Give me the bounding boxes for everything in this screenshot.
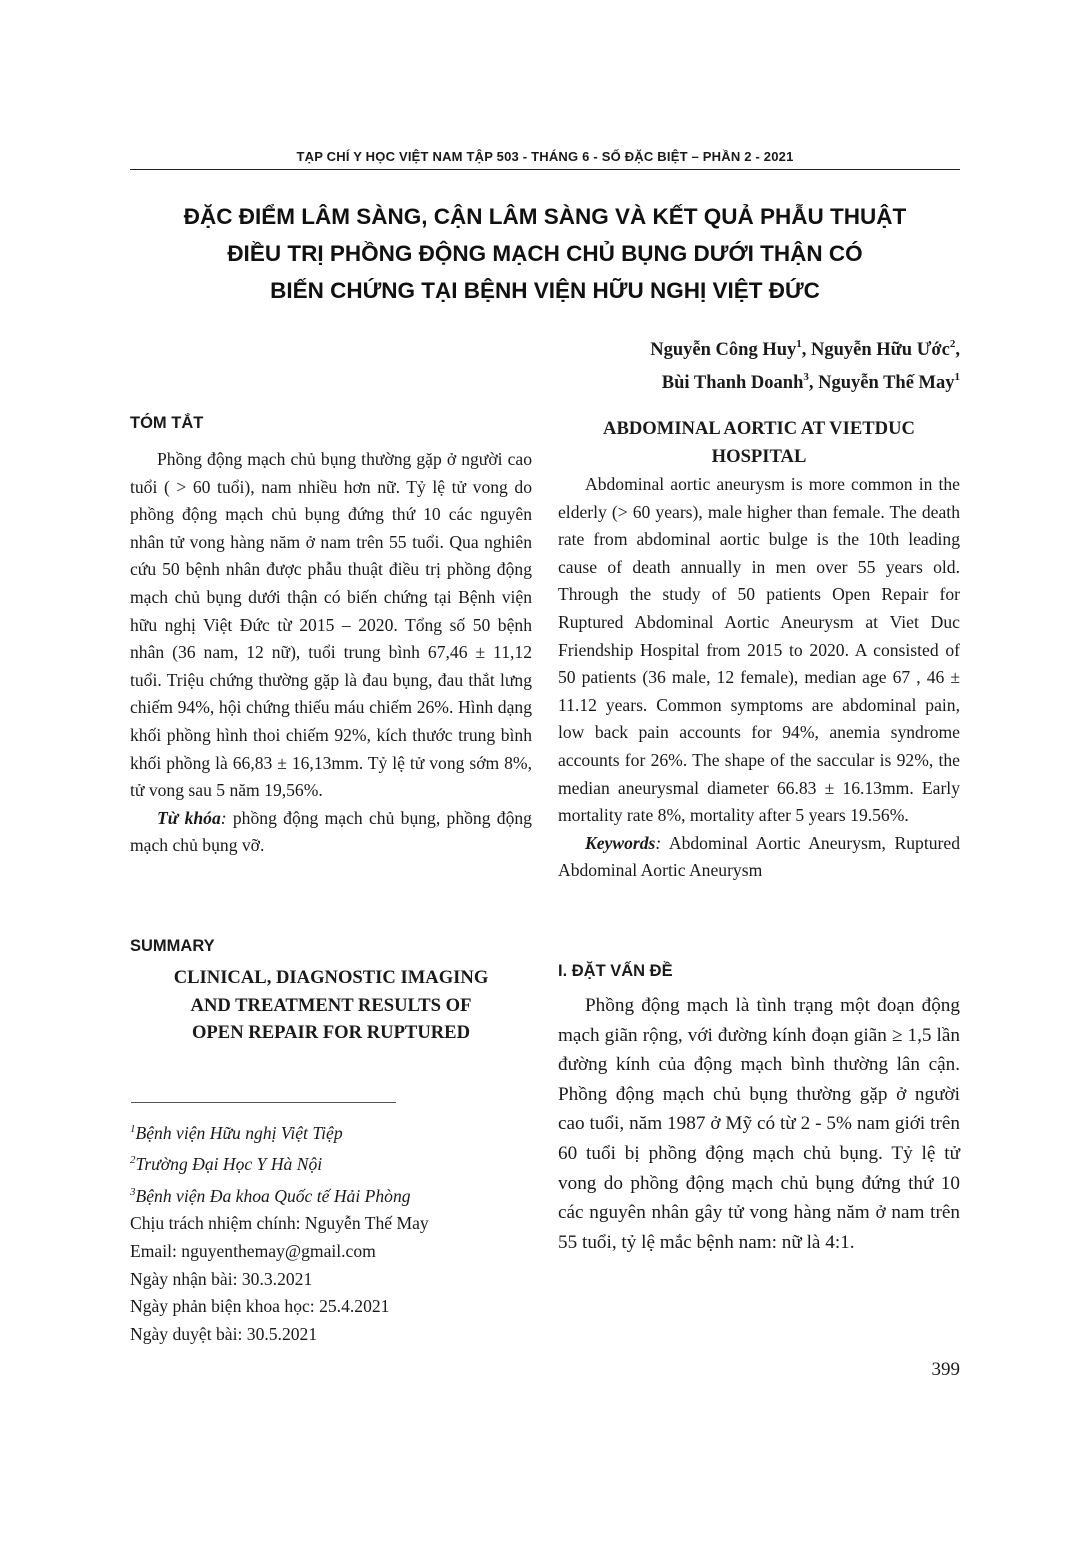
author-name: Nguyễn Hữu Ước xyxy=(811,340,950,361)
author-separator: , xyxy=(801,340,812,361)
footnote-mark: 1 xyxy=(130,1123,136,1135)
abstract-title xyxy=(558,415,960,470)
author-separator: , xyxy=(955,340,960,361)
affiliation-mark: 1 xyxy=(954,371,960,384)
footnote-divider xyxy=(131,1102,396,1103)
footnote-mark: 2 xyxy=(130,1154,136,1167)
keywords-label: Keywords xyxy=(585,832,656,853)
header-divider xyxy=(130,169,960,170)
summary-title-line: OPEN REPAIR FOR RUPTURED xyxy=(191,1022,471,1044)
author-line xyxy=(520,364,960,397)
intro-paragraph: Phồng động mạch là tình trạng một đoạn động mạch giãn rộng, với đường kính đoạn giãn ≥ 1,5 lần đường kính của động mạch bình thường lân cận. Phồng động mạch chủ bụng thường gặp ở người cao tuổi, năm 1987 ở Mỹ có từ 2 - 5% nam giới trên 60 tuổi bị phồng động mạch chủ bụng. Tỷ lệ tử vong do phồng động mạch chủ bụng đứng thứ 10 các nguyên nhân gây tử vong hàng năm ở nam trên 55 tuổi, tỷ lệ mắc bệnh nam: nữ là 4:1. xyxy=(558,995,960,1253)
summary-title-line: AND TREATMENT RESULTS OF xyxy=(190,994,472,1016)
title-line: BIẾN CHỨNG TẠI BỆNH VIỆN HỮU NGHỊ VIỆT ĐỨC xyxy=(270,278,820,303)
keywords-text: phồng động mạch chủ bụng, phồng động mạch chủ bụng vỡ. xyxy=(130,807,532,856)
footnote-accepted: Ngày duyệt bài: 30.5.2021 xyxy=(130,1323,318,1344)
footnote-text: Bệnh viện Đa khoa Quốc tế Hải Phòng xyxy=(135,1185,411,1206)
footnote-affiliation xyxy=(130,1147,532,1178)
footnote-affiliation xyxy=(130,1179,532,1210)
author-separator: , xyxy=(808,373,819,394)
article-title xyxy=(130,198,960,309)
summary-heading: SUMMARY xyxy=(130,937,215,955)
abstract-section xyxy=(558,471,960,885)
abstract-title-line: ABDOMINAL AORTIC AT VIETDUC xyxy=(603,418,915,439)
footnote-email: Email: nguyenthemay@gmail.com xyxy=(130,1240,376,1261)
author-name: Bùi Thanh Doanh xyxy=(661,373,804,394)
keywords-label: Từ khóa xyxy=(157,807,221,828)
footnote-mark: 3 xyxy=(130,1185,136,1198)
author-name: Nguyễn Công Huy xyxy=(650,340,797,361)
summary-title-line: CLINICAL, DIAGNOSTIC IMAGING xyxy=(173,967,489,988)
abstract-keywords xyxy=(558,830,960,885)
footnote-text: Trường Đại Học Y Hà Nội xyxy=(135,1154,323,1175)
affiliation-mark: 1 xyxy=(796,338,802,350)
author-name: Nguyễn Thế May xyxy=(818,373,955,394)
title-line: ĐẶC ĐIỂM LÂM SÀNG, CẬN LÂM SÀNG VÀ KẾT QUẢ PHẪU THUẬT xyxy=(183,204,907,229)
intro-heading: I. ĐẶT VẤN ĐỀ xyxy=(558,962,673,980)
footnote-affiliation xyxy=(130,1116,532,1147)
keywords-colon: : xyxy=(655,832,662,853)
keywords-text: Abdominal Aortic Aneurysm, Ruptured Abdominal Aortic Aneurysm xyxy=(558,832,960,881)
summary-title xyxy=(130,964,532,1047)
footnote-responsible: Chịu trách nhiệm chính: Nguyễn Thế May xyxy=(130,1213,429,1234)
affiliation-mark: 2 xyxy=(949,338,956,350)
page-number: 399 xyxy=(931,1359,960,1380)
tomtat-heading: TÓM TẮT xyxy=(130,414,204,432)
footnote-received: Ngày nhận bài: 30.3.2021 xyxy=(130,1268,313,1289)
tomtat-paragraph: Phồng động mạch chủ bụng thường gặp ở người cao tuổi ( > 60 tuổi), nam nhiều hơn nữ. Tỷ lệ tử vong do phồng động mạch chủ bụng đứng thứ 10 các nguyên nhân tử vong hàng năm ở nam trên 55 tuổi. Qua nghiên cứu 50 bệnh nhân được phẫu thuật điều trị phồng động mạch chủ bụng dưới thận có biến chứng tại Bệnh viện hữu nghị Việt Đức từ 2015 – 2020. Tổng số 50 bệnh nhân (36 nam, 12 nữ), tuổi trung bình 67,46 ± 11,12 tuổi. Triệu chứng thường gặp là đau bụng, đau thắt lưng chiếm 94%, hội chứng thiếu máu chiếm 26%. Hình dạng khối phồng hình thoi chiếm 92%, kích thước trung bình khối phồng là 66,83 ± 16,13mm. Tỷ lệ tử vong sớm 8%, tử vong sau 5 năm 19,56%. xyxy=(130,449,532,801)
footnote-text: Bệnh viện Hữu nghị Việt Tiệp xyxy=(135,1122,343,1143)
tomtat-keywords xyxy=(130,805,532,860)
title-line: ĐIỀU TRỊ PHỒNG ĐỘNG MẠCH CHỦ BỤNG DƯỚI THẬN CÓ xyxy=(227,241,863,266)
affiliation-mark: 3 xyxy=(803,371,809,384)
author-line xyxy=(520,331,960,364)
abstract-title-line: HOSPITAL xyxy=(711,445,807,467)
footnote-reviewed: Ngày phản biện khoa học: 25.4.2021 xyxy=(130,1296,390,1317)
abstract-paragraph: Abdominal aortic aneurysm is more common in the elderly (> 60 years), male higher than female. The death rate from abdominal aortic bulge is the 10th leading cause of death annually in men over 55 years old. Through the study of 50 patients Open Repair for Ruptured Abdominal Aortic Aneurysm at Viet Duc Friendship Hospital from 2015 to 2020. A consisted of 50 patients (36 male, 12 female), median age 67 , 46 ± 11.12 years. Common symptoms are abdominal pain, low back pain accounts for 94%, anemia syndrome accounts for 26%. The shape of the saccular is 92%, the median aneurysmal diameter 66.83 ± 16.13mm. Early mortality rate 8%, mortality after 5 years 19.56%. xyxy=(558,474,960,826)
intro-section xyxy=(558,991,960,1257)
tomtat-section xyxy=(130,446,532,860)
journal-header: TẠP CHÍ Y HỌC VIỆT NAM TẬP 503 - THÁNG 6 - SỐ ĐẶC BIỆT – PHẦN 2 - 2021 xyxy=(296,149,794,164)
author-list xyxy=(520,331,960,397)
footnotes xyxy=(130,1116,532,1348)
keywords-colon: : xyxy=(220,807,227,828)
